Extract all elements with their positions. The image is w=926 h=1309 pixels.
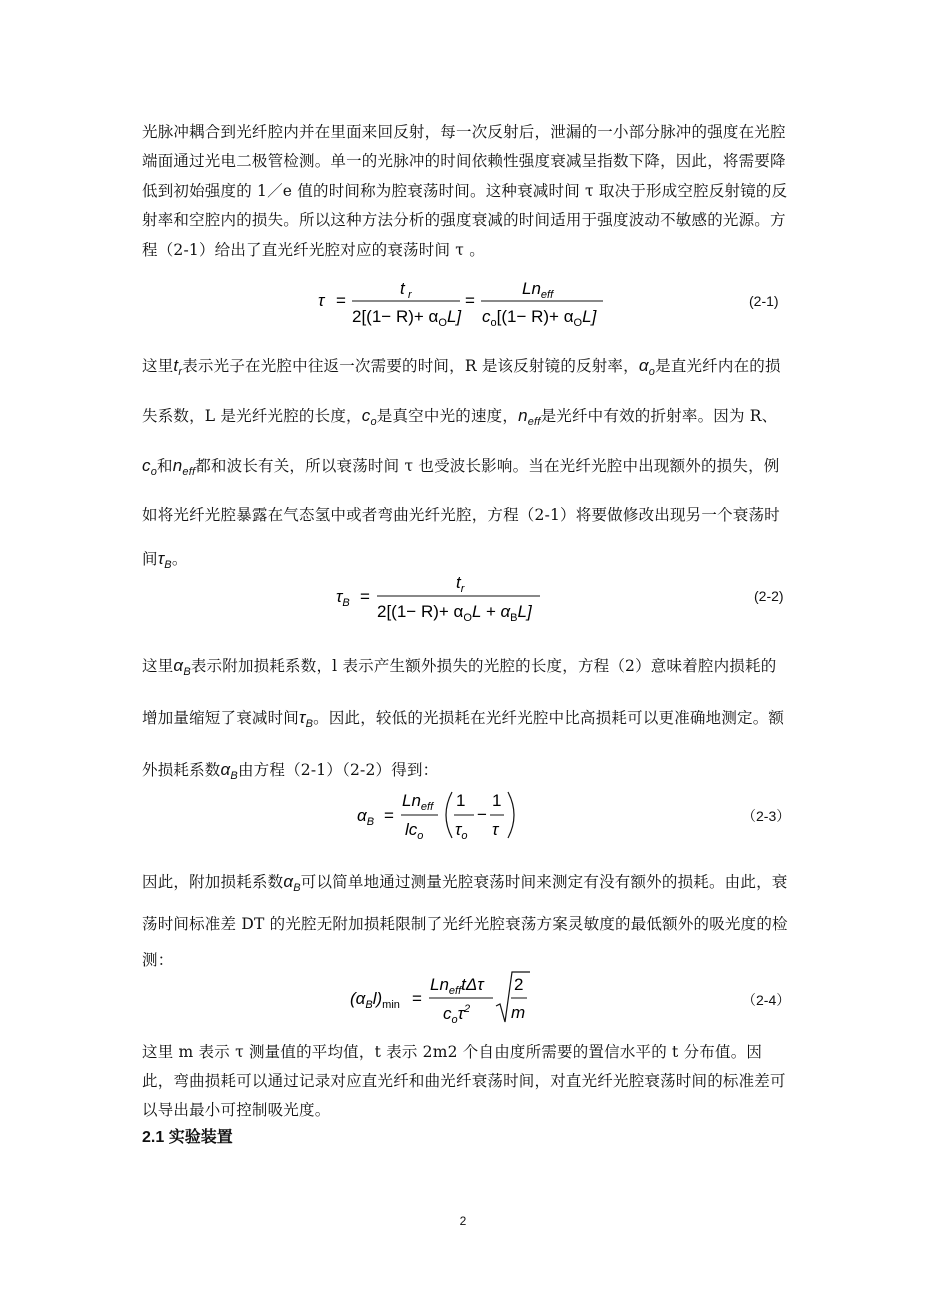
eq2-den: $2[(1- R)+ \alpha_OL + \alpha_BL]$ — [377, 602, 532, 624]
paragraph-intro: 光脉冲耦合到光纤腔内并在里面来回反射，每一次反射后，泄漏的一小部分脉冲的强度在光腔端面通过光电二极管检测。单一的光脉冲的时间依赖性强度衰减呈指数下降，因此，将需要降低到初始强度的 1／e 值的时间称为腔衰荡时间。这种衰减时间 τ 取决于形成空腔反射镜的反射率和空腔内的损失。所以这种方法分析的强度衰减的时间适用于强度波动不敏感的光源。方程（2-1）给出了直光纤光腔对应的衰荡时间 τ 。 — [142, 123, 788, 259]
eq2-num: $t_r$ — [456, 573, 465, 595]
neff-symbol: $n_{eff}$ — [518, 406, 541, 428]
eq3-lhs: $\alpha_B$ — [357, 806, 375, 828]
eq1-equals-2: = — [465, 291, 475, 310]
page-number: 2 — [459, 1214, 467, 1228]
alpha-b-symbol-2: $\alpha_B$ — [220, 760, 238, 782]
eq4-equals: = — [412, 989, 422, 1008]
co-symbol-2: $c_o$ — [142, 456, 158, 478]
equation-2-1 — [0, 276, 926, 332]
alpha-o-symbol: $\alpha_o$ — [638, 356, 656, 378]
eq1-den1: $2[(1- R)+ \alpha_OL]$ — [352, 307, 462, 329]
equation-2-1-svg — [0, 276, 926, 332]
alpha-b-symbol-3: $\alpha_B$ — [283, 872, 301, 894]
section-heading: 2.1 实验装置 — [142, 1129, 233, 1146]
alpha-b-symbol: $\alpha_B$ — [173, 656, 191, 678]
neff-symbol-2: $n_{eff}$ — [172, 456, 196, 478]
eq3-left-paren — [446, 792, 452, 838]
eq1-num1-sub: r — [408, 289, 412, 301]
paragraph-definitions: 这里$t_r$表示光子在光腔中往返一次需要的时间，R 是该反射镜的反射率，$\alpha_o$是直光纤内在的损失系数，L 是光纤光腔的长度，$c_o$是真空中光的速度，$n_{eff}$是光纤中有效的折射率。因为 R、$c_o$和$n_{eff}$都和波长有关，所以衰荡时间 τ 也受波长影响。当在光纤光腔中出现额外的损失，例如将光纤光腔暴露在气态氢中或者弯曲光纤光腔，方程（2-1）将要做修改出现另一个衰荡时间$\tau_B$。 — [142, 356, 781, 571]
eq3-num: $Ln_{eff}$ — [402, 791, 434, 813]
eq4-root-num: 2 — [514, 975, 524, 994]
eq2-number: (2-2) — [754, 588, 784, 604]
eq4-root-den: m — [511, 1003, 526, 1022]
eq1-tau: τ — [318, 291, 325, 310]
eq3-minus: − — [477, 805, 487, 824]
co-symbol: $c_o$ — [361, 406, 377, 428]
tau-b-symbol: $\tau_B$ — [157, 549, 172, 571]
paragraph-conclusion: 这里 m 表示 τ 测量值的平均值，t 表示 2m2 个自由度所需要的置信水平的 t 分布值。因此，弯曲损耗可以通过记录对应直光纤和曲光纤衰荡时间，对直光纤光腔衰荡时间的标准差可以导出最小可控制吸光度。 — [142, 1043, 786, 1119]
eq3-tau: τ — [492, 820, 499, 839]
eq3-one-b: 1 — [492, 791, 502, 810]
eq3-number: （2-3） — [742, 808, 791, 824]
eq4-number: （2-4） — [742, 992, 791, 1008]
equation-2-3 — [0, 786, 926, 846]
eq1-equals: = — [336, 291, 346, 310]
tau-b-symbol-2: $\tau_B$ — [299, 708, 314, 730]
eq4-lhs: $(\alpha_Bl)_{min}$ — [350, 989, 400, 1011]
eq1-number: (2-1) — [749, 293, 779, 309]
eq1-num2: $Ln_{eff}$ — [522, 279, 554, 301]
eq3-den: $lc_o$ — [405, 820, 424, 842]
equation-2-2-svg — [0, 570, 926, 626]
eq3-right-paren — [508, 792, 514, 838]
paragraph-detection: 因此，附加损耗系数$\alpha_B$可以简单地通过测量光腔衰荡时间来测定有没有额外的损耗。由此，衰荡时间标准差 DT 的光腔无附加损耗限制了光纤光腔衰荡方案灵敏度的最低额外的吸光度的检测： — [142, 872, 788, 969]
eq2-lhs: $\tau_B$ — [336, 587, 350, 609]
eq3-tau-o: $\tau_o$ — [455, 820, 468, 842]
tr-symbol: $t_r$ — [173, 356, 183, 378]
eq4-num: $Ln_{eff}t\Delta\tau$ — [430, 975, 484, 997]
equation-2-2 — [0, 570, 926, 626]
eq1-den2: $c_o[(1- R)+ \alpha_OL]$ — [482, 307, 597, 329]
eq3-one-a: 1 — [456, 791, 466, 810]
eq3-equals: = — [384, 806, 394, 825]
paragraph-loss: 这里$\alpha_B$表示附加损耗系数，l 表示产生额外损失的光腔的长度，方程（2）意味着腔内损耗的增加量缩短了衰减时间$\tau_B$。因此，较低的光损耗在光纤光腔中比高损耗可以更准确地测定。额外损耗系数$\alpha_B$由方程（2-1）（2-2）得到： — [142, 656, 785, 782]
eq2-equals: = — [360, 587, 370, 606]
equation-2-4 — [0, 968, 926, 1028]
eq4-den: $c_o\tau^2$ — [443, 1003, 471, 1026]
eq1-num1: t — [400, 279, 405, 298]
